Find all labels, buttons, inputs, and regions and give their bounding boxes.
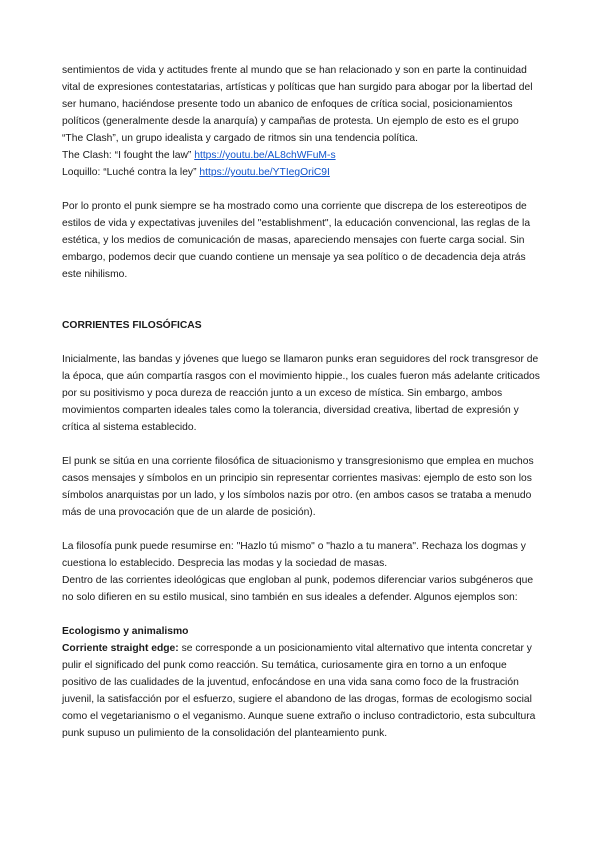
song-label-loquillo: Loquillo: “Luché contra la ley” [62, 167, 197, 178]
subsection-heading: Ecologismo y animalismo [62, 626, 189, 637]
song-line-clash [62, 147, 540, 164]
intro-paragraph: sentimientos de vida y actitudes frente al mundo que se han relacionado y son en parte la continuidad vital de expresiones contestatarias, artísticas y políticas que han surgido para abogar por la libertad del ser humano, haciéndose presente todo un abanico de enfoques de crítica social, posicionamientos políticos (generalmente desde la anarquía) y campañas de protesta. Un ejemplo de esto es el grupo “The Clash”, un grupo idealista y cargado de ritmos sin una tendencia política. [62, 65, 533, 144]
section-heading: CORRIENTES FILOSÓFICAS [62, 320, 202, 331]
song-line-loquillo [62, 164, 540, 181]
document-page [62, 62, 540, 742]
paragraph-punk-corriente: Por lo pronto el punk siempre se ha mostrado como una corriente que discrepa de los estereotipos de estilos de vida y expectativas juveniles del "establishment", la educación convencional, las reglas de la estética, y los medios de comunicación de masas, apareciendo mensajes con fuerte carga social. Sin embargo, podemos decir que cuando contiene un mensaje ya sea político o de decadencia deja atrás este nihilismo. [62, 201, 531, 280]
straight-edge-text: se corresponde a un posicionamiento vital alternativo que intenta concretar y pulir el significado del punk como reacción. Su temática, curiosamente gira en torno a un enfoque positivo de las cualidades de la juventud, enfocándose en una vida sana como foco de la frustración juvenil, la satisfacción por el esfuerzo, sugiere el abandono de las drogas, formas de ecologismo social como el vegetarianismo o el veganismo. Aunque suene extraño o incluso contradictorio, esta subcultura punk supuso un pulimiento de la consolidación del planteamiento punk. [62, 643, 536, 739]
paragraph-situacionismo: El punk se sitúa en una corriente filosófica de situacionismo y transgresionismo que emplea en muchos casos mensajes y símbolos en un principio sin representar corrientes masivas: ejemplo de esto son los símbolos anarquistas por un lado, y los símbolos nazis por otro. (en ambos casos se trataba a menudo más de una provocación que de un alarde de posición). [62, 456, 534, 518]
paragraph-filosofia-1: La filosofía punk puede resumirse en: "Hazlo tú mismo" o "hazlo a tu manera". Rechaza los dogmas y cuestiona lo establecido. Desprecia las modas y la sociedad de masas. [62, 541, 526, 569]
paragraph-filosofia-2: Dentro de las corrientes ideológicas que engloban al punk, podemos diferenciar varios subgéneros que no solo difieren en su estilo musical, sino también en sus ideales a defender. Algunos ejemplos son: [62, 575, 534, 603]
song-label-clash: The Clash: “I fought the law” [62, 150, 192, 161]
youtube-link-clash[interactable]: https://youtu.be/AL8chWFuM-s [194, 150, 336, 161]
paragraph-straight-edge [62, 640, 540, 742]
youtube-link-loquillo[interactable]: https://youtu.be/YTIegOriC9I [199, 167, 330, 178]
straight-edge-label: Corriente straight edge: [62, 643, 179, 654]
paragraph-inicialmente: Inicialmente, las bandas y jóvenes que luego se llamaron punks eran seguidores del rock transgresor de la época, que aún compartía rasgos con el movimiento hippie., los cuales fueron más adelante criticados por su positivismo y poca dureza de reacción junto a un exceso de mística. Sin embargo, ambos movimientos comparten ideales tales como la tolerancia, diversidad creativa, libertad de expresión y crítica al sistema establecido. [62, 354, 540, 433]
